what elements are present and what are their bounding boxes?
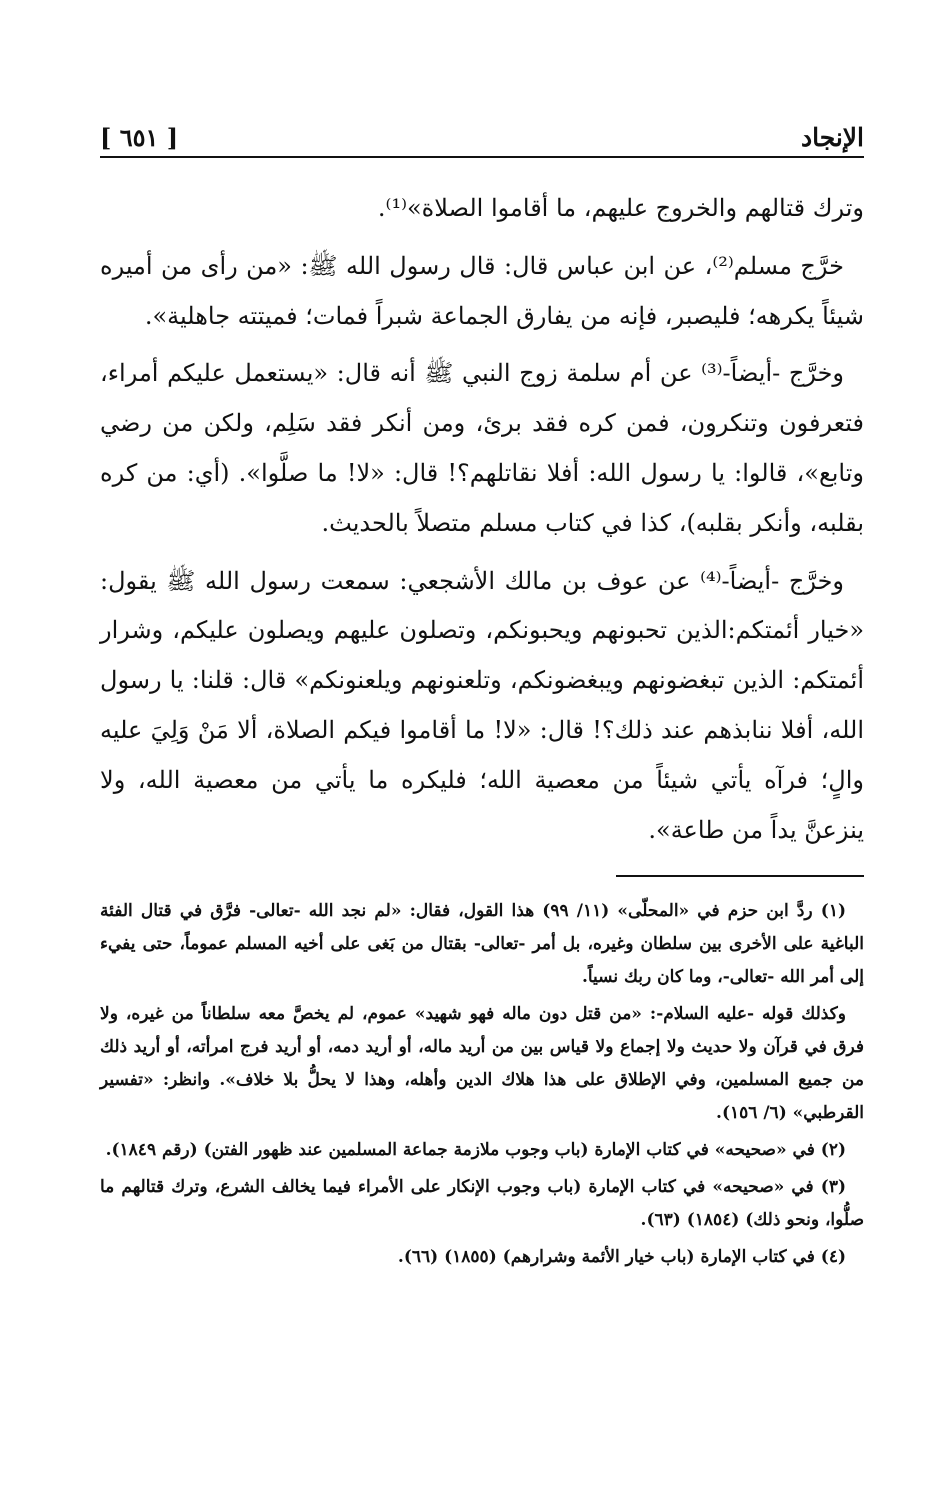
running-title: الإنجاد (800, 123, 864, 152)
footnote: (٢) في «صحيحه» في كتاب الإمارة (باب وجوب ملازمة جماعة المسلمين عند ظهور الفتن) (رقم ١٨٤٩). (105, 1140, 846, 1161)
page-number: [ ٦٥١ ] (100, 123, 179, 152)
main-text (100, 184, 864, 855)
footnotes (100, 895, 864, 1274)
footnote: (١) ردَّ ابن حزم في «المحلّى» (١١/ ٩٩) هذا القول، فقال: «لم نجد الله -تعالى- فرَّق في قتال الفئة الباغية على الأخرى بين سلطان وغيره، بل أمر -تعالى- بقتال من بَغى على أخيه المسلم عموماً، حتى يفيء إلى أمر الله -تعالى-، وما كان ربك نسياً. (100, 901, 864, 988)
paragraph: خرَّج مسلم⁽²⁾، عن ابن عباس قال: قال رسول الله ﷺ: «من رأى من أميره شيئاً يكرهه؛ فليصبر، فإنه من يفارق الجماعة شبراً فمات؛ فميتته جاهلية». (100, 251, 864, 330)
paragraph: وخرَّج -أيضاً-⁽⁴⁾ عن عوف بن مالك الأشجعي: سمعت رسول الله ﷺ يقول: «خيار أئمتكم:الذين تحبونهم ويحبونكم، وتصلون عليهم ويصلون عليكم، وشرار أئمتكم: الذين تبغضونهم ويبغضونكم، وتلعنونهم ويلعنونكم» قال: قلنا: يا رسول الله، أفلا ننابذهم عند ذلك؟! قال: «لا! ما أقاموا فيكم الصلاة، ألا مَنْ وَلِيَ عليه والٍ؛ فرآه يأتي شيئاً من معصية الله؛ فليكره ما يأتي من معصية الله، ولا ينزعنَّ يداً من طاعة». (100, 566, 864, 844)
page-header (100, 112, 864, 152)
footnote: (٤) في كتاب الإمارة (باب خيار الأئمة وشرارهم) (١٨٥٥) (٦٦). (397, 1247, 846, 1268)
paragraph: وخرَّج -أيضاً-⁽³⁾ عن أم سلمة زوج النبي ﷺ أنه قال: «يستعمل عليكم أمراء، فتعرفون وتنكرون، فمن كره فقد برئ، ومن أنكر فقد سَلِم، ولكن من رضي وتابع»، قالوا: يا رسول الله: أفلا نقاتلهم؟! قال: «لا! ما صلَّوا». (أي: من كره بقلبه، وأنكر بقلبه)، كذا في كتاب مسلم متصلاً بالحديث. (100, 359, 864, 537)
paragraph: وترك قتالهم والخروج عليهم، ما أقاموا الصلاة»⁽¹⁾. (377, 194, 864, 222)
header-rule (100, 156, 864, 158)
footnote: (٣) في «صحيحه» في كتاب الإمارة (باب وجوب الإنكار على الأمراء فيما يخالف الشرع، وترك قتالهم ما صلُّوا، ونحو ذلك) (١٨٥٤) (٦٣). (100, 1177, 864, 1231)
footnote: وكذلك قوله -عليه السلام-: «من قتل دون ماله فهو شهيد» عموم، لم يخصَّ معه سلطاناً من غيره، ولا فرق في قرآن ولا حديث ولا إجماع ولا قياس بين من أريد ماله، أو أريد دمه، أو أريد فرج امرأته، أو أريد ذلك من جميع المسلمين، وفي الإطلاق على هذا هلاك الدين وأهله، وهذا لا يحلُّ بلا خلاف». وانظر: «تفسير القرطبي» (٦/ ١٥٦). (100, 1004, 864, 1124)
footnote-separator (616, 875, 864, 877)
book-page (100, 112, 864, 1278)
